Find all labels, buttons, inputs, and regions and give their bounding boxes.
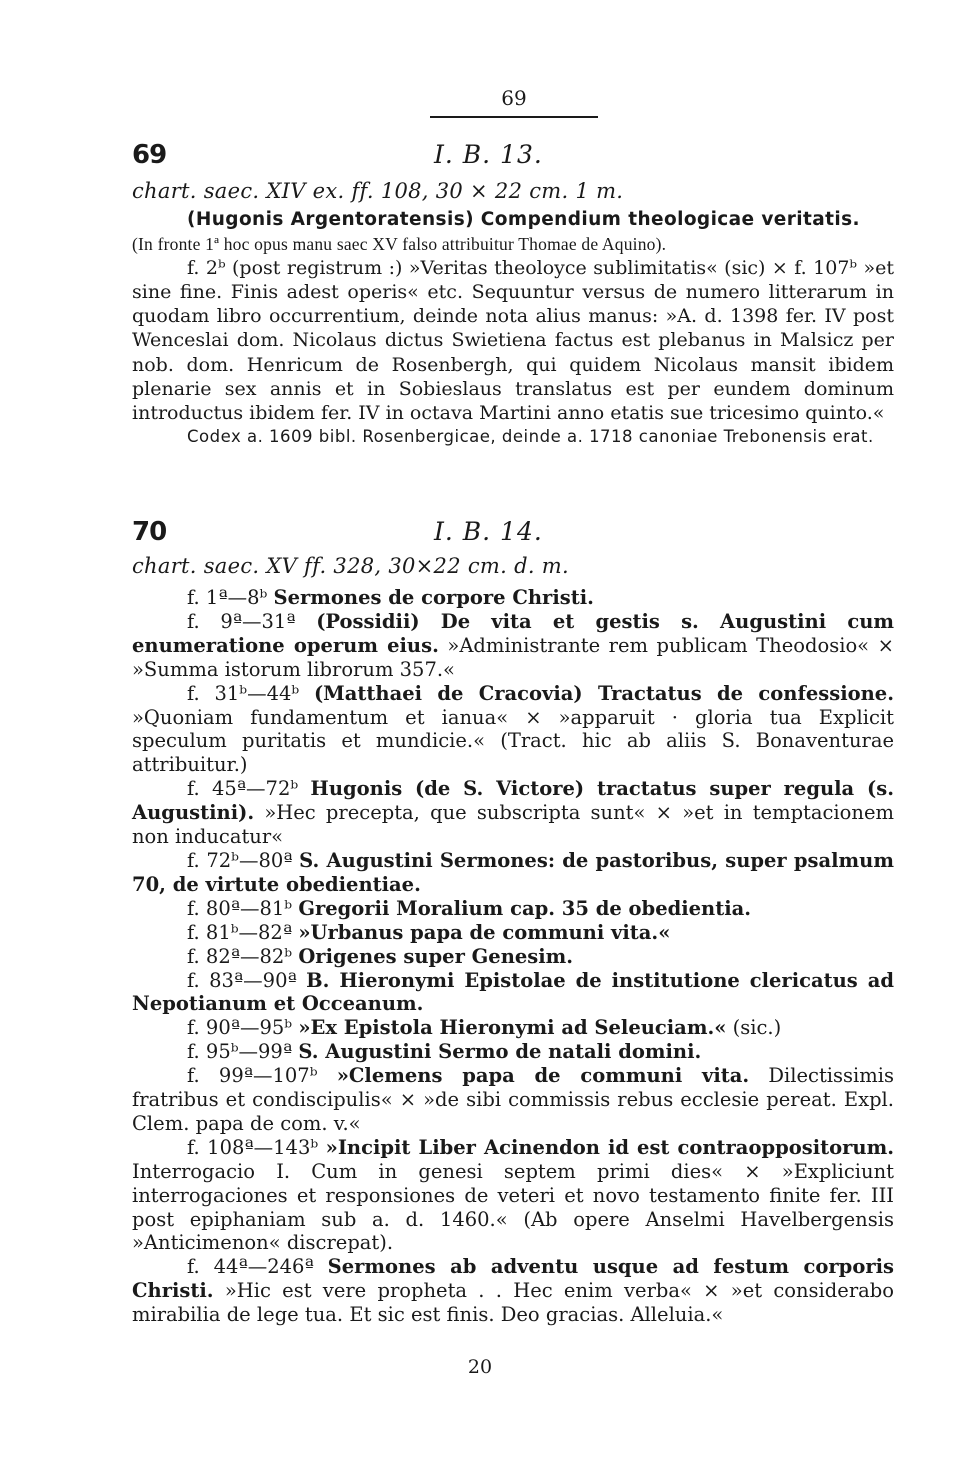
list-item: f. 1ª—8ᵇ Sermones de corpore Christi.: [187, 586, 594, 609]
shelfmark: I. B. 13.: [434, 140, 543, 169]
entry-number: 70: [132, 517, 167, 547]
entry-title: (Hugonis Argentoratensis) Compendium theologicae veritatis.: [187, 209, 860, 230]
item-list: [132, 586, 894, 1327]
physical-description: chart. saec. XV ff. 328, 30×22 cm. d. m.: [132, 554, 569, 578]
running-head: 69: [430, 86, 598, 118]
list-item: f. 99ª—107ᵇ »Clemens papa de communi vita. Dilectissimis fratribus et condiscipulis« × »de sibi commissis rebus ecclesie pereat. Expl. Clem. papa de com. v.«: [132, 1064, 895, 1135]
list-item: f. 9ª—31ª (Possidii) De vita et gestis s. Augustini cum enumeratione operum eius. »Administrante rem publicam Theodosio« × »Summa istorum librorum 357.«: [132, 609, 895, 681]
list-item: f. 83ª—90ª B. Hieronymi Epistolae de institutione clericatus ad Nepotianum et Occeanum.: [132, 968, 894, 1016]
list-item: f. 81ᵇ—82ª »Urbanus papa de communi vita.«: [187, 920, 671, 944]
provenance-note: Codex a. 1609 bibl. Rosenbergicae, deinde a. 1718 canoniae Trebonensis erat.: [187, 426, 874, 446]
entry-body: [132, 208, 894, 449]
physical-description: chart. saec. XIV ex. ff. 108, 30 × 22 cm. 1 m.: [132, 179, 624, 203]
list-item: f. 108ª—143ᵇ »Incipit Liber Acinendon id est contraoppositorum. Interrogacio I. Cum in genesi septem primi dies« × »Expliciunt interrogaciones et responsiones de veteri et novo testamento finite fer. III post epiphaniam sub a. d. 1460.« (Ab opere Anselmi Havelbergensis »Anticimenon« discrepat).: [132, 1135, 895, 1255]
list-item: f. 45ª—72ᵇ Hugonis (de S. Victore) tractatus super regula (s. Augustini). »Hec precepta, que subscripta sunt« × »et in temptacionem non inducatur«: [132, 777, 895, 849]
list-item: f. 80ª—81ᵇ Gregorii Moralium cap. 35 de obedientia.: [187, 896, 752, 920]
page-footer-number: 20: [467, 1356, 493, 1378]
list-item: f. 82ª—82ᵇ Origenes super Genesim.: [187, 944, 574, 968]
entry-number: 69: [132, 140, 167, 170]
list-item: f. 72ᵇ—80ª S. Augustini Sermones: de pastoribus, super psalmum 70, de virtute obedientiae.: [132, 848, 894, 896]
list-item: f. 44ª—246ª Sermones ab adventu usque ad festum corporis Christi. »Hic est vere propheta . . Hec enim verba« × »et considerabo mirabilia de lege tua. Et sic est finis. Deo gracias. Alleluia.«: [132, 1255, 894, 1327]
shelfmark: I. B. 14.: [434, 517, 543, 546]
entry-note: (In fronte 1ª hoc opus manu saec XV falso attribuitur Thomae de Aquino).: [132, 234, 667, 255]
list-item: f. 90ª—95ᵇ »Ex Epistola Hieronymi ad Seleuciam.« (sic.): [187, 1016, 782, 1040]
list-item: f. 31ᵇ—44ᵇ (Matthaei de Cracovia) Tractatus de confessione. »Quoniam fundamentum et ianua« × »apparuit · gloria tua Explicit speculum puritatis et mundicie.« (Tract. hic ab aliis S. Bonaventurae attribuitur.): [132, 681, 894, 777]
list-item: f. 95ᵇ—99ª S. Augustini Sermo de natali domini.: [187, 1040, 702, 1064]
entry-paragraph: f. 2ᵇ (post registrum :) »Veritas theoloyce sublimitatis« (sic) × f. 107ᵇ »et sine fine. Finis adest operis« etc. Sequuntur versus de numero litterarum in quodam libro occurrentium, deinde nota alius manus: »A. d. 1398 fer. IV post Wenceslai dom. Nicolaus dictus Swietiena factus est plebanus in Malsicz per nob. dom. Henricum de Rosenbergh, qui quidem Nicolaus mansit ibidem plenarie sex annis et in Sobieslaus translatus est per eundem dominum introductus ibidem fer. IV in octava Martini anno etatis sue tricesimo quinto.«: [132, 257, 894, 424]
